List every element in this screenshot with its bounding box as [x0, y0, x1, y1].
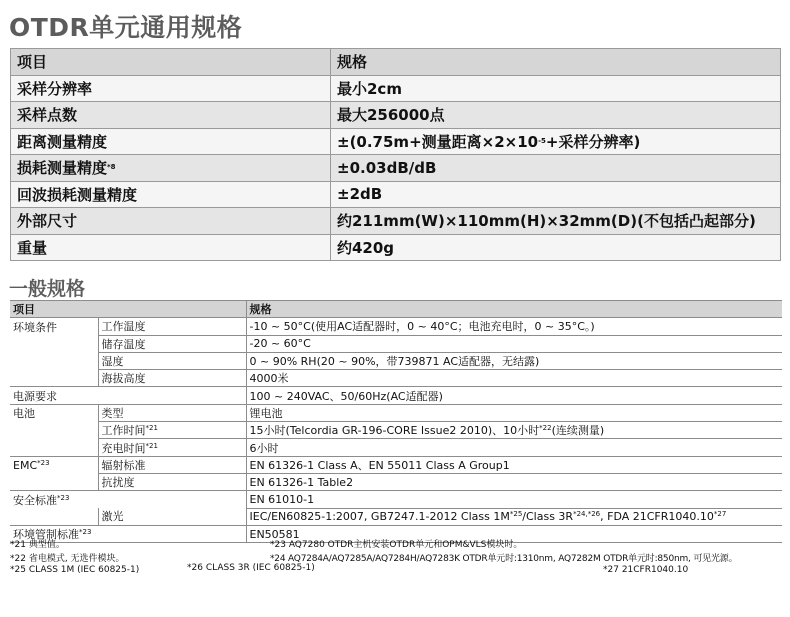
footnote-ref: *21 [145, 441, 158, 450]
column-header-spec: 规格 [246, 301, 782, 318]
value-text: +采样分辨率) [545, 132, 641, 151]
row-value: -10 ~ 50°C(使用AC适配器时，0 ~ 40°C；电池充电时，0 ~ 35°C。) [246, 318, 782, 335]
table-row [11, 155, 781, 182]
row-value: 100 ~ 240VAC、50/60Hz(AC适配器) [246, 387, 782, 404]
table-row [11, 128, 781, 155]
value-text: /Class 3R [522, 510, 574, 524]
sub-label: 类型 [98, 404, 246, 421]
table-row [10, 370, 782, 387]
table-row [10, 404, 782, 421]
row-label: 回波损耗测量精度 [11, 181, 331, 208]
value-text: , FDA 21CFR1040.10 [600, 510, 714, 524]
group-label: 电池 [13, 407, 35, 421]
table-row [10, 335, 782, 352]
table-row [11, 102, 781, 129]
superscript: -5 [538, 136, 546, 145]
table-row [11, 75, 781, 102]
footnote: *23 AQ7280 OTDR主机安装OTDR单元和OPM&VLS模块时。 [270, 540, 523, 550]
section-title: 一般规格 [9, 278, 86, 300]
footnote: *26 CLASS 3R (IEC 60825-1) [187, 563, 315, 573]
row-value: 约211mm(W)×110mm(H)×32mm(D)(不包括凸起部分) [331, 208, 781, 235]
label-text: 工作时间 [101, 424, 146, 438]
sub-label: 辐射标准 [98, 456, 246, 473]
group-label [10, 491, 246, 508]
label-text: 安全标准 [13, 493, 57, 507]
footnote: *21 典型值。 [10, 540, 65, 550]
row-value: 约420g [331, 234, 781, 261]
table-row [10, 422, 782, 439]
row-value: 最小2cm [331, 75, 781, 102]
footnote-ref: *8 [107, 163, 116, 172]
table-row [10, 352, 782, 369]
row-value: 4000米 [246, 370, 782, 387]
sub-label: 海拔高度 [98, 370, 246, 387]
table-header-row [10, 301, 782, 318]
table-row [10, 491, 782, 508]
table-row [11, 234, 781, 261]
general-spec-table [10, 300, 782, 543]
group-label [10, 456, 98, 473]
value-text: IEC/EN60825-1:2007, GB7247.1-2012 Class 1M [249, 510, 510, 524]
footnote-ref: *24,*26 [573, 510, 601, 519]
row-value: EN50581 [246, 525, 782, 542]
column-header-spec: 规格 [331, 49, 781, 76]
group-label: 环境条件 [13, 320, 57, 334]
table-row [11, 208, 781, 235]
table-row [10, 318, 782, 335]
table-row [10, 508, 782, 525]
row-value: EN 61326-1 Class A、EN 55011 Class A Group1 [246, 456, 782, 473]
footnote-ref: *23 [57, 493, 70, 502]
footnote: *22 省电模式, 无选件模块。 [10, 554, 125, 564]
sub-label [98, 422, 246, 439]
table-row [10, 456, 782, 473]
footnote-ref: *25 [509, 510, 523, 519]
row-value [246, 508, 782, 525]
group-label: 电源要求 [10, 387, 246, 404]
row-value: EN 61326-1 Table2 [246, 473, 782, 490]
label-text: 充电时间 [101, 441, 146, 455]
table-row [10, 439, 782, 456]
sub-label: 抗扰度 [98, 473, 246, 490]
row-value: EN 61010-1 [246, 491, 782, 508]
footnote-ref: *27 [713, 510, 727, 519]
value-text: (连续测量) [551, 424, 605, 438]
table-header-row [11, 49, 781, 76]
value-text: ±(0.75m+测量距离×2×10 [337, 132, 539, 151]
footnote: *24 AQ7284A/AQ7285A/AQ7284H/AQ7283K OTDR单元时:1310nm, AQ7282M OTDR单元时:850nm, 可见光源。 [270, 554, 738, 564]
sub-label: 工作温度 [98, 318, 246, 335]
row-label: 采样分辨率 [11, 75, 331, 102]
row-label: 采样点数 [11, 102, 331, 129]
table-row [10, 387, 782, 404]
row-label: 距离测量精度 [11, 128, 331, 155]
footnote-ref: *21 [145, 424, 158, 433]
row-value [246, 422, 782, 439]
footnote-ref: *23 [79, 528, 92, 536]
column-header-item: 项目 [11, 49, 331, 76]
row-label: 重量 [11, 234, 331, 261]
table-row [10, 473, 782, 490]
footnote-ref: *22 [539, 424, 552, 433]
label-text: 环境管制标准 [13, 528, 79, 541]
label-text: EMC [13, 458, 38, 472]
value-text: 15小时(Telcordia GR-196-CORE Issue2 2010)、10小时 [249, 424, 540, 438]
row-value: 0 ~ 90% RH(20 ~ 90%，带739871 AC适配器，无结露) [246, 352, 782, 369]
row-value [331, 128, 781, 155]
footnote: *27 21CFR1040.10 [603, 565, 689, 575]
row-label: 外部尺寸 [11, 208, 331, 235]
row-label [11, 155, 331, 182]
sub-label: 湿度 [98, 352, 246, 369]
footnote: *25 CLASS 1M (IEC 60825-1) [10, 565, 140, 575]
row-value: 锂电池 [246, 404, 782, 421]
row-value: 6小时 [246, 439, 782, 456]
footnote-ref: *23 [37, 458, 50, 467]
sub-label: 激光 [98, 508, 246, 525]
otdr-spec-table [10, 48, 781, 261]
row-value: ±2dB [331, 181, 781, 208]
page-title: OTDR单元通用规格 [9, 13, 243, 42]
label-text: 损耗测量精度 [17, 159, 108, 178]
table-row [11, 181, 781, 208]
row-value: -20 ~ 60°C [246, 335, 782, 352]
row-value: ±0.03dB/dB [331, 155, 781, 182]
sub-label [98, 439, 246, 456]
sub-label: 储存温度 [98, 335, 246, 352]
column-header-item: 项目 [10, 301, 246, 318]
row-value: 最大256000点 [331, 102, 781, 129]
